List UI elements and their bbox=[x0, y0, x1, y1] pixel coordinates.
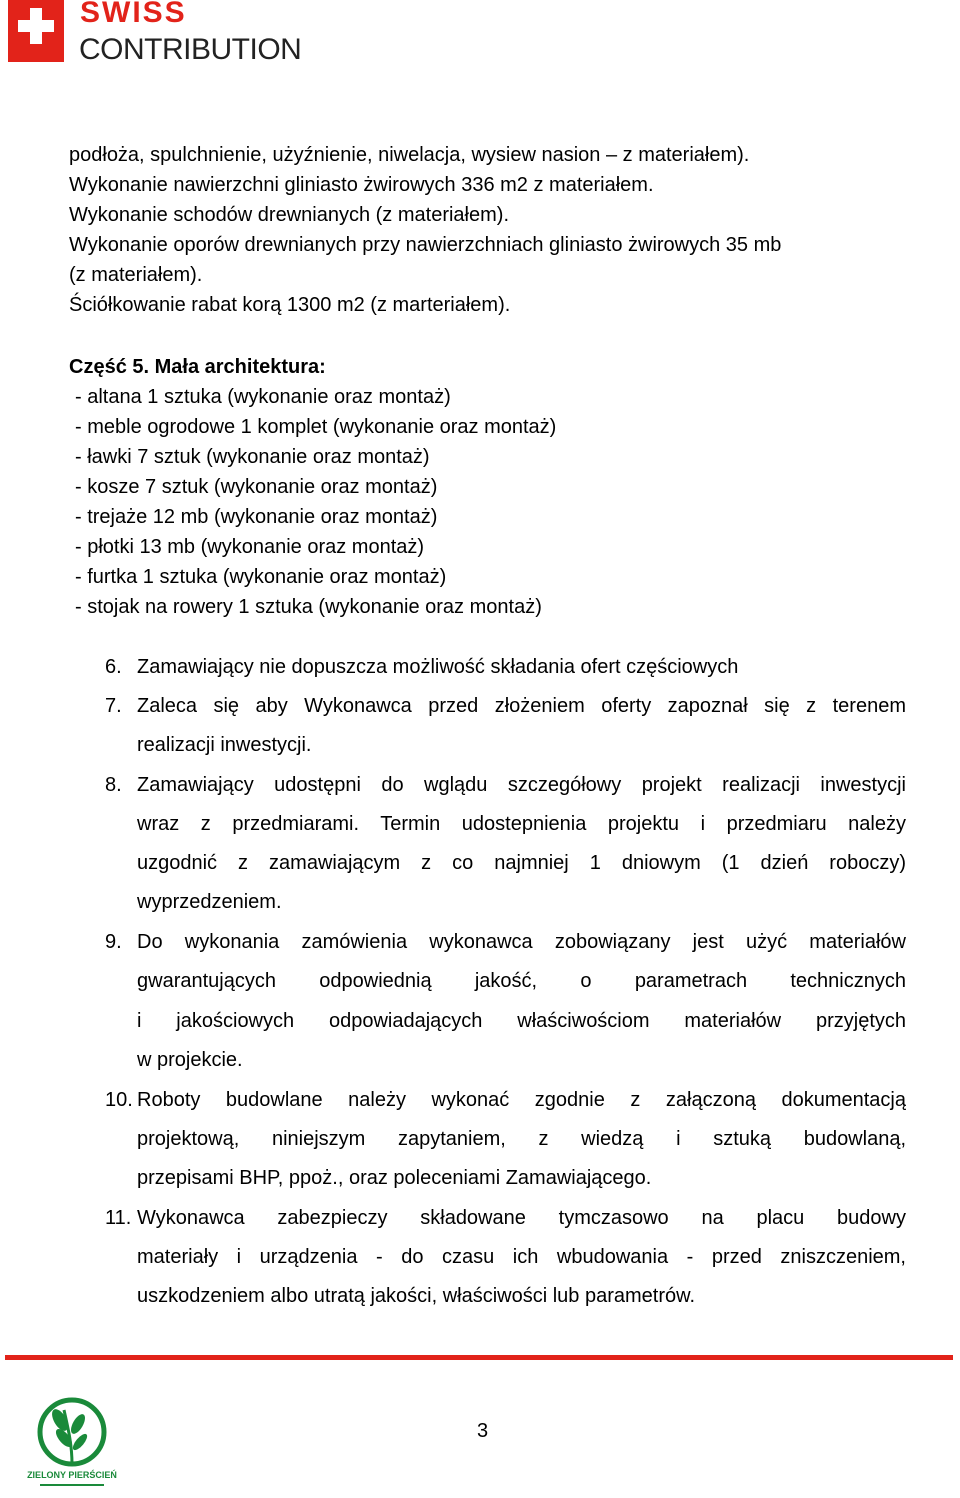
point-text: uszkodzeniem albo utratą jakości, właściwości lub parametrów. bbox=[137, 1285, 696, 1307]
header bbox=[0, 0, 960, 80]
point-text: Do wykonania zamówienia wykonawca zobowiązany jest użyć materiałów bbox=[137, 931, 906, 953]
list-item: - ławki 7 sztuk (wykonanie oraz montaż) bbox=[75, 446, 430, 468]
list-item: - stojak na rowery 1 sztuka (wykonanie oraz montaż) bbox=[75, 596, 542, 618]
intro-line: Wykonanie schodów drewnianych (z materiałem). bbox=[69, 204, 509, 226]
intro-line: Wykonanie nawierzchni gliniasto żwirowych 336 m2 z materiałem. bbox=[69, 174, 654, 196]
point-text: projektową, niniejszym zapytaniem, z wiedzą i sztuką budowlaną, bbox=[137, 1128, 906, 1150]
list-item: - kosze 7 sztuk (wykonanie oraz montaż) bbox=[75, 476, 438, 498]
point-text: przepisami BHP, ppoż., oraz poleceniami Zamawiającego. bbox=[137, 1167, 652, 1189]
point-number: 7. bbox=[105, 695, 122, 717]
point-text: Zamawiający udostępni do wglądu szczegółowy projekt realizacji inwestycji bbox=[137, 774, 906, 796]
point-text: uzgodnić z zamawiającym z co najmniej 1 dniowym (1 dzień roboczy) bbox=[137, 852, 906, 874]
point-text: Zamawiający nie dopuszcza możliwość składania ofert częściowych bbox=[137, 656, 739, 678]
point-number: 8. bbox=[105, 774, 122, 796]
part5-heading bbox=[69, 354, 326, 380]
intro-line: Wykonanie oporów drewnianych przy nawierzchniach gliniasto żwirowych 35 mb bbox=[69, 234, 782, 256]
list-item: - altana 1 sztuka (wykonanie oraz montaż) bbox=[75, 386, 451, 408]
point-text: realizacji inwestycji. bbox=[137, 734, 312, 756]
brand-contribution: CONTRIBUTION bbox=[79, 33, 302, 66]
intro-line: (z materiałem). bbox=[69, 264, 203, 286]
page-number: 3 bbox=[477, 1420, 489, 1442]
point-text: i jakościowych odpowiadających właściwościom materiałów przyjętych bbox=[137, 1010, 906, 1032]
list-item: - furtka 1 sztuka (wykonanie oraz montaż) bbox=[75, 566, 447, 588]
point-number: 6. bbox=[105, 656, 122, 678]
point-number: 9. bbox=[105, 931, 122, 953]
point-text: gwarantujących odpowiednią jakość, o parametrach technicznych bbox=[137, 970, 906, 992]
point-number: 11. bbox=[105, 1207, 132, 1229]
logo-text: ZIELONY PIERŚCIEŃ bbox=[27, 1470, 117, 1480]
list-item: - płotki 13 mb (wykonanie oraz montaż) bbox=[75, 536, 425, 558]
point-text: wyprzedzeniem. bbox=[137, 891, 282, 913]
point-text: w projekcie. bbox=[137, 1049, 243, 1071]
intro-line: Ściółkowanie rabat korą 1300 m2 (z marteriałem). bbox=[69, 294, 511, 316]
swiss-cross-logo bbox=[8, 0, 64, 62]
intro-line: podłoża, spulchnienie, użyźnienie, niwelacja, wysiew nasion – z materiałem). bbox=[69, 144, 750, 166]
point-text: Wykonawca zabezpieczy składowane tymczasowo na placu budowy bbox=[137, 1207, 906, 1229]
swiss-cross-icon bbox=[8, 0, 64, 62]
point-text: Roboty budowlane należy wykonać zgodnie z załączoną dokumentacją bbox=[137, 1089, 906, 1111]
list-item: - meble ogrodowe 1 komplet (wykonanie oraz montaż) bbox=[75, 416, 557, 438]
part5-title: Mała architektura: bbox=[154, 356, 326, 378]
point-text: Zaleca się aby Wykonawca przed złożeniem oferty zapoznał się z terenem bbox=[137, 695, 906, 717]
footer-divider bbox=[5, 1355, 953, 1360]
point-number: 10. bbox=[105, 1089, 133, 1111]
part5-label: Część 5. bbox=[69, 356, 150, 378]
leaf-ring-icon bbox=[20, 1392, 125, 1492]
point-text: materiały i urządzenia - do czasu ich wbudowania - przed zniszczeniem, bbox=[137, 1246, 906, 1268]
zielony-pierscien-logo bbox=[20, 1392, 125, 1492]
brand-swiss: SWISS bbox=[80, 0, 187, 29]
point-text: wraz z przedmiarami. Termin udostepnienia projektu i przedmiaru należy bbox=[137, 813, 906, 835]
list-item: - trejaże 12 mb (wykonanie oraz montaż) bbox=[75, 506, 438, 528]
